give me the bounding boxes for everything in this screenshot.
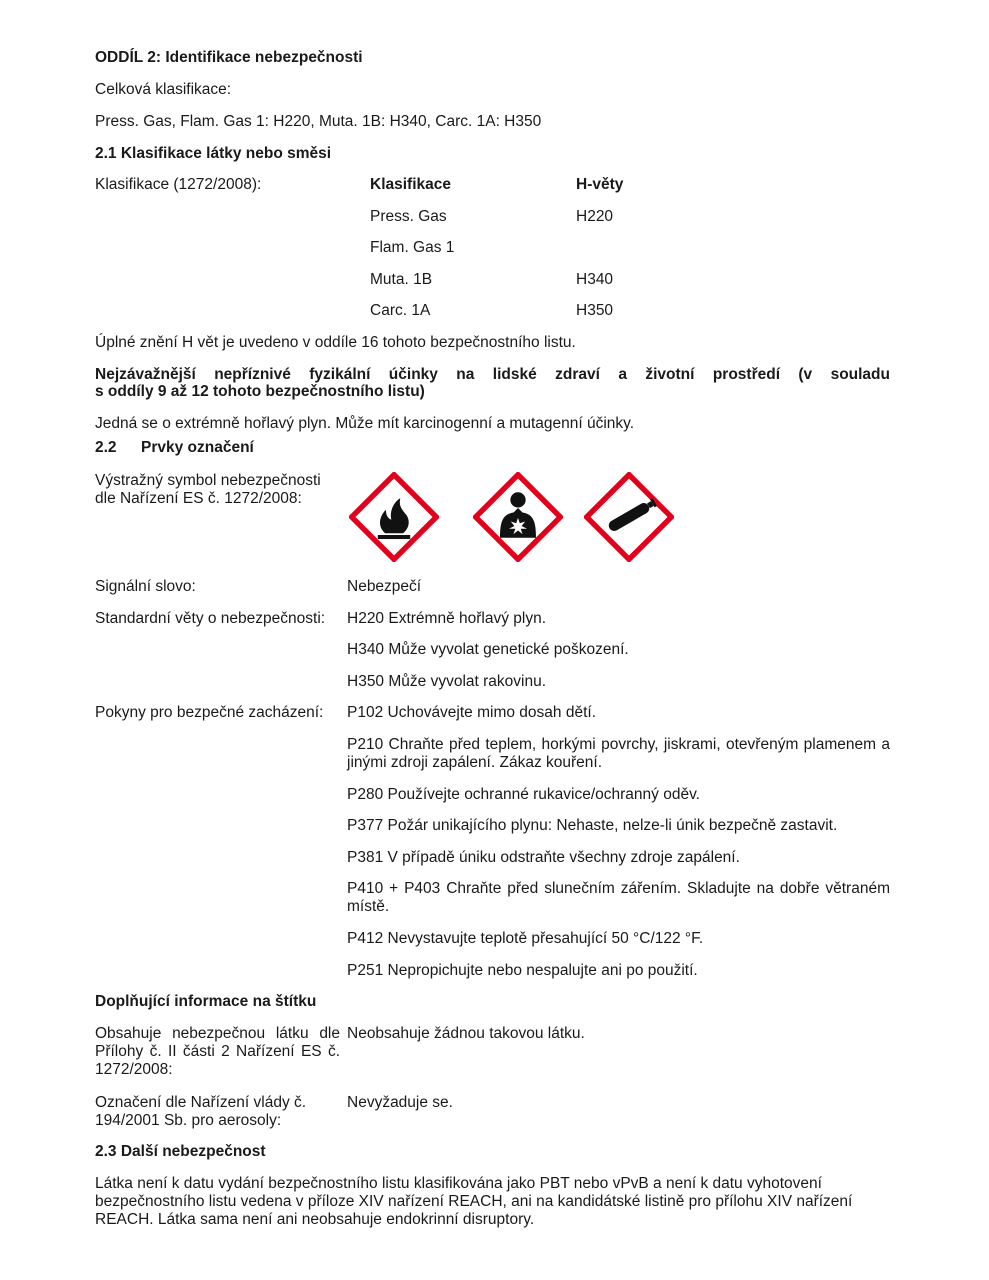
precautionary-statement: P210 Chraňte před teplem, horkými povrchy, jiskrami, otevřeným plamenem a jinými zdroji zapálení. Zákaz kouření. xyxy=(347,736,890,771)
symbol-label-line-1: Výstražný symbol nebezpečnosti xyxy=(95,472,321,489)
aerosol-label: Označení dle Nařízení vlády č. 194/2001 Sb. pro aerosoly: xyxy=(95,1094,307,1129)
section-2-1-title: 2.1 Klasifikace látky nebo směsi xyxy=(95,145,332,162)
aerosol-value: Nevyžaduje se. xyxy=(347,1094,453,1111)
precautionary-statement: P102 Uchovávejte mimo dosah dětí. xyxy=(347,704,596,721)
classification-cell: Muta. 1B xyxy=(370,271,433,288)
precautionary-statement: P377 Požár unikajícího plynu: Nehaste, nelze-li únik bezpečně zastavit. xyxy=(347,817,838,834)
h-statement-cell: H340 xyxy=(576,271,614,288)
h-statement-cell: H350 xyxy=(576,302,614,319)
classification-column-header: Klasifikace xyxy=(370,176,451,193)
precautionary-statements-label: Pokyny pro bezpečné zacházení: xyxy=(95,704,324,721)
classification-cell: Press. Gas xyxy=(370,208,447,225)
precautionary-statement: P381 V případě úniku odstraňte všechny zdroje zapálení. xyxy=(347,849,740,866)
classification-cell: Flam. Gas 1 xyxy=(370,239,455,256)
precautionary-statement: P410 + P403 Chraňte před slunečním zářením. Skladujte na dobře větraném místě. xyxy=(347,880,890,915)
hazard-statement: H340 Může vyvolat genetické poškození. xyxy=(347,641,629,658)
precautionary-statement: P412 Nevystavujte teplotě přesahující 50 °C/122 °F. xyxy=(347,930,704,947)
classification-cell: Carc. 1A xyxy=(370,302,431,319)
overall-classification-value: Press. Gas, Flam. Gas 1: H220, Muta. 1B: H340, Carc. 1A: H350 xyxy=(95,113,542,130)
section-2-2-number: 2.2 xyxy=(95,439,117,456)
signal-word-value: Nebezpečí xyxy=(347,578,422,595)
annex-value: Neobsahuje žádnou takovou látku. xyxy=(347,1025,585,1042)
h-statement-cell: H220 xyxy=(576,208,614,225)
overall-classification-label: Celková klasifikace: xyxy=(95,81,232,98)
effects-text: Jedná se o extrémně hořlavý plyn. Může mít karcinogenní a mutagenní účinky. xyxy=(95,415,635,432)
section-title: ODDÍL 2: Identifikace nebezpečnosti xyxy=(95,49,363,66)
section-2-2-title: Prvky označení xyxy=(141,439,254,456)
section-2-3-title: 2.3 Další nebezpečnost xyxy=(95,1143,266,1160)
hazard-statements-label: Standardní věty o nebezpečnosti: xyxy=(95,610,326,627)
classification-label: Klasifikace (1272/2008): xyxy=(95,176,262,193)
section-2-3-text: Látka není k datu vydání bezpečnostního listu klasifikována jako PBT nebo vPvB a není k datu vyhotovení bezpečnostního listu vedena v příloze XIV nařízení REACH, ani na kandidátské listině pro přílohu XIV nařízení REACH. Látka sama není ani neobsahuje endokrinní disruptory. xyxy=(95,1175,853,1228)
full-text-note: Úplné znění H vět je uvedeno v oddíle 16 tohoto bezpečnostního listu. xyxy=(95,334,576,351)
flame-pictogram xyxy=(349,472,439,562)
precautionary-statement: P251 Nepropichujte nebo nespalujte ani po použití. xyxy=(347,962,698,979)
supplementary-info-title: Doplňující informace na štítku xyxy=(95,993,317,1010)
signal-word-label: Signální slovo: xyxy=(95,578,196,595)
h-statements-column-header: H-věty xyxy=(576,176,624,193)
effects-title-line-1: Nejzávažnější nepříznivé fyzikální účinky na lidské zdraví a životní prostředí (v souladu xyxy=(95,366,890,383)
effects-title-line-2: s oddíly 9 až 12 tohoto bezpečnostního listu) xyxy=(95,383,425,400)
health-hazard-pictogram xyxy=(473,472,563,562)
precautionary-statement: P280 Používejte ochranné rukavice/ochranný oděv. xyxy=(347,786,700,803)
hazard-statement: H350 Může vyvolat rakovinu. xyxy=(347,673,547,690)
gas-cylinder-pictogram xyxy=(584,472,674,562)
annex-label: Obsahuje nebezpečnou látku dle Přílohy č. II části 2 Nařízení ES č. 1272/2008: xyxy=(95,1025,340,1078)
symbol-label-line-2: dle Nařízení ES č. 1272/2008: xyxy=(95,490,302,507)
hazard-statement: H220 Extrémně hořlavý plyn. xyxy=(347,610,547,627)
